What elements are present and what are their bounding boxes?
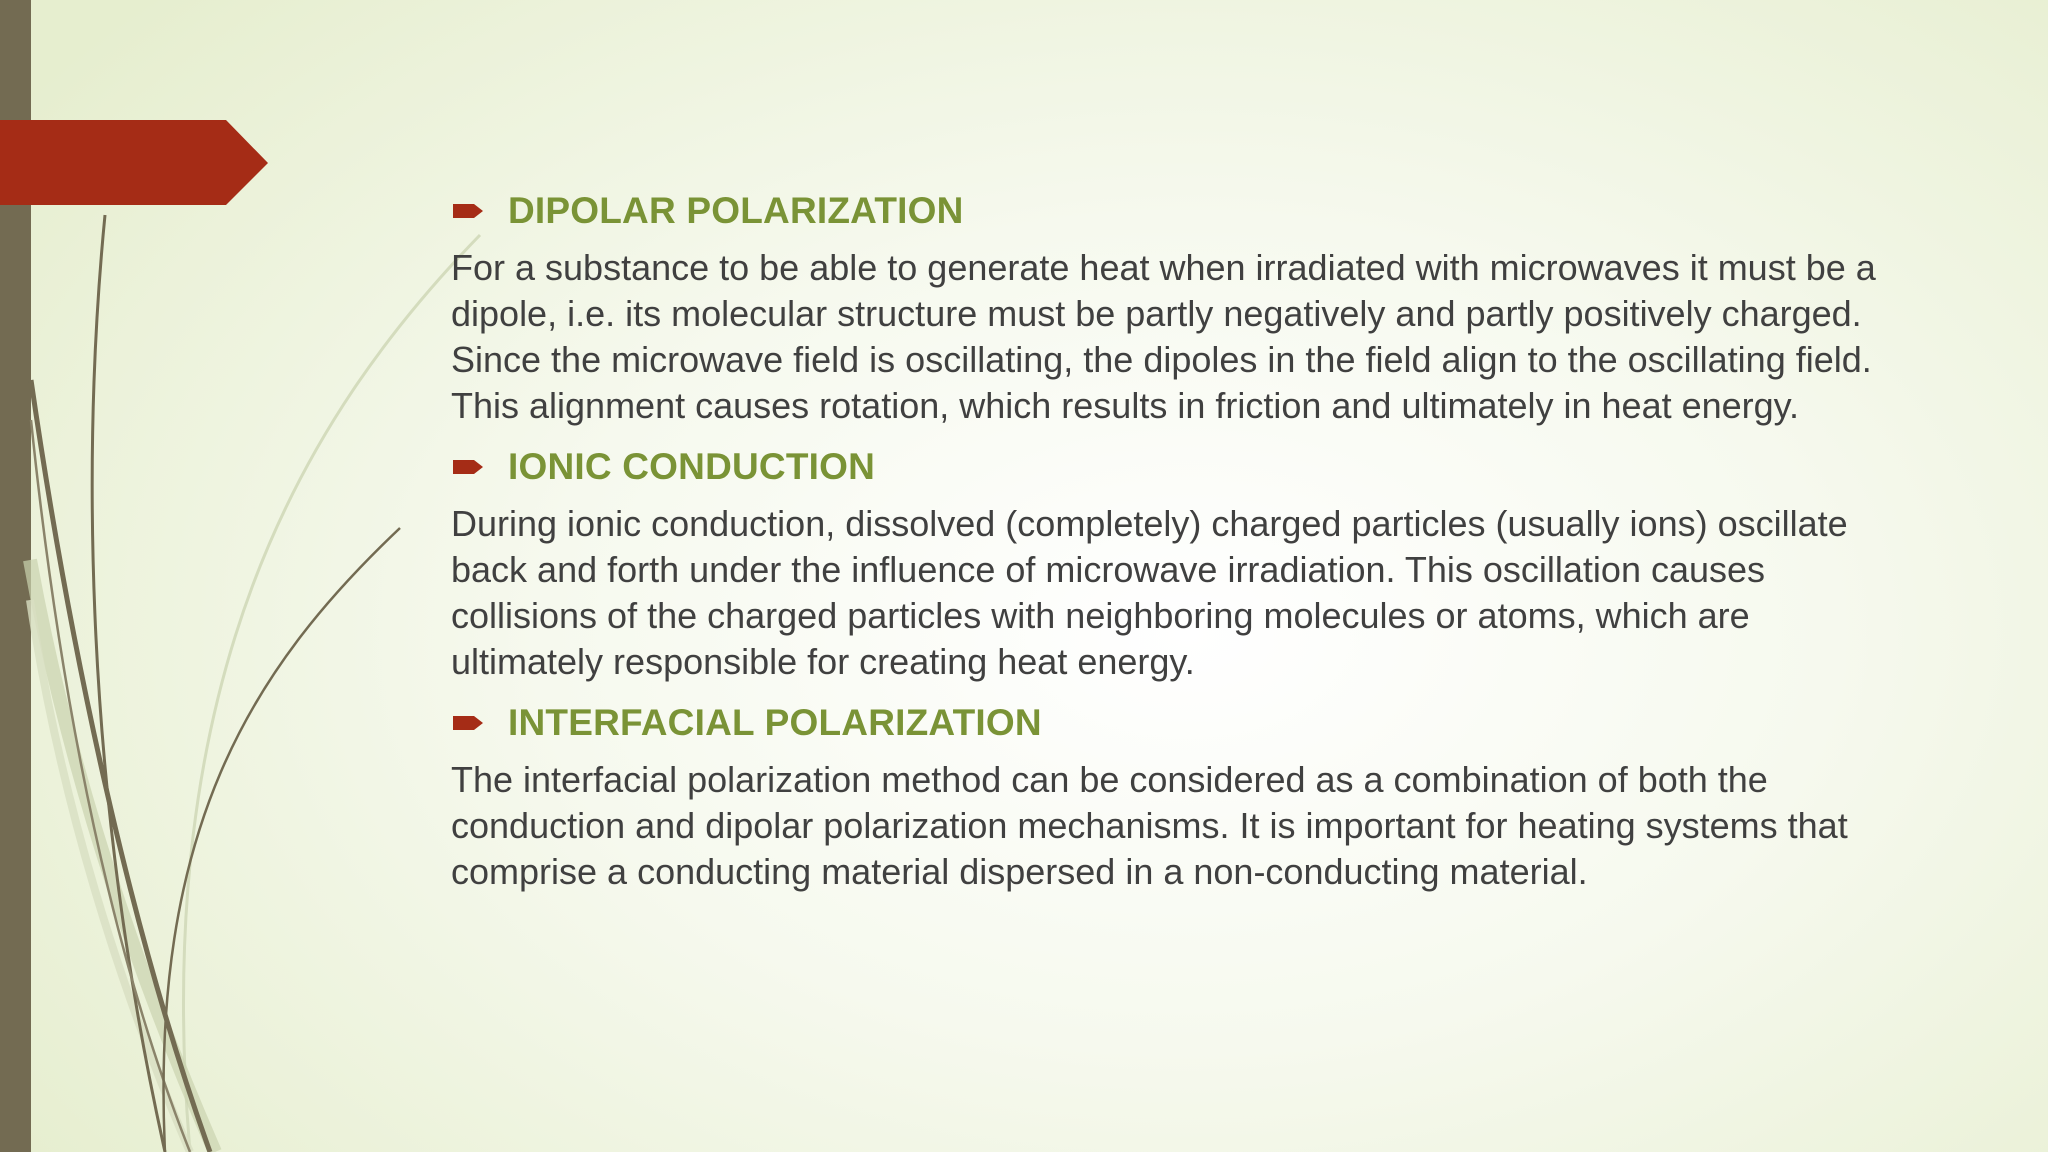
heading-text: IONIC CONDUCTION — [508, 446, 876, 487]
slide-content — [451, 183, 1911, 905]
section-body-ionic: During ionic conduction, dissolved (completely) charged particles (usually ions) oscillate back and forth under the influence of microwave irradiation. This oscillation causes collisions of the charged particles with neighboring molecules or atoms, which are ultimately responsible for creating heat energy. — [451, 503, 1848, 682]
heading-text: DIPOLAR POLARIZATION — [508, 190, 964, 231]
section-heading-ionic — [451, 439, 1911, 495]
section-heading-interfacial — [451, 695, 1911, 751]
arrow-bullet-icon — [453, 201, 485, 221]
section-body-dipolar: For a substance to be able to generate heat when irradiated with microwaves it must be a dipole, i.e. its molecular structure must be partly negatively and partly positively charged. Since the microwave field is oscillating, the dipoles in the field align to the oscillating field. This alignment causes rotation, which results in friction and ultimately in heat energy. — [451, 247, 1876, 426]
section-heading-dipolar — [451, 183, 1911, 239]
title-arrow-banner — [0, 120, 268, 205]
heading-text: INTERFACIAL POLARIZATION — [508, 702, 1042, 743]
arrow-bullet-icon — [453, 713, 485, 733]
arrow-bullet-icon — [453, 457, 485, 477]
section-body-interfacial: The interfacial polarization method can be considered as a combination of both the conduction and dipolar polarization mechanisms. It is important for heating systems that comprise a conducting material dispersed in a non-conducting material. — [451, 759, 1848, 892]
